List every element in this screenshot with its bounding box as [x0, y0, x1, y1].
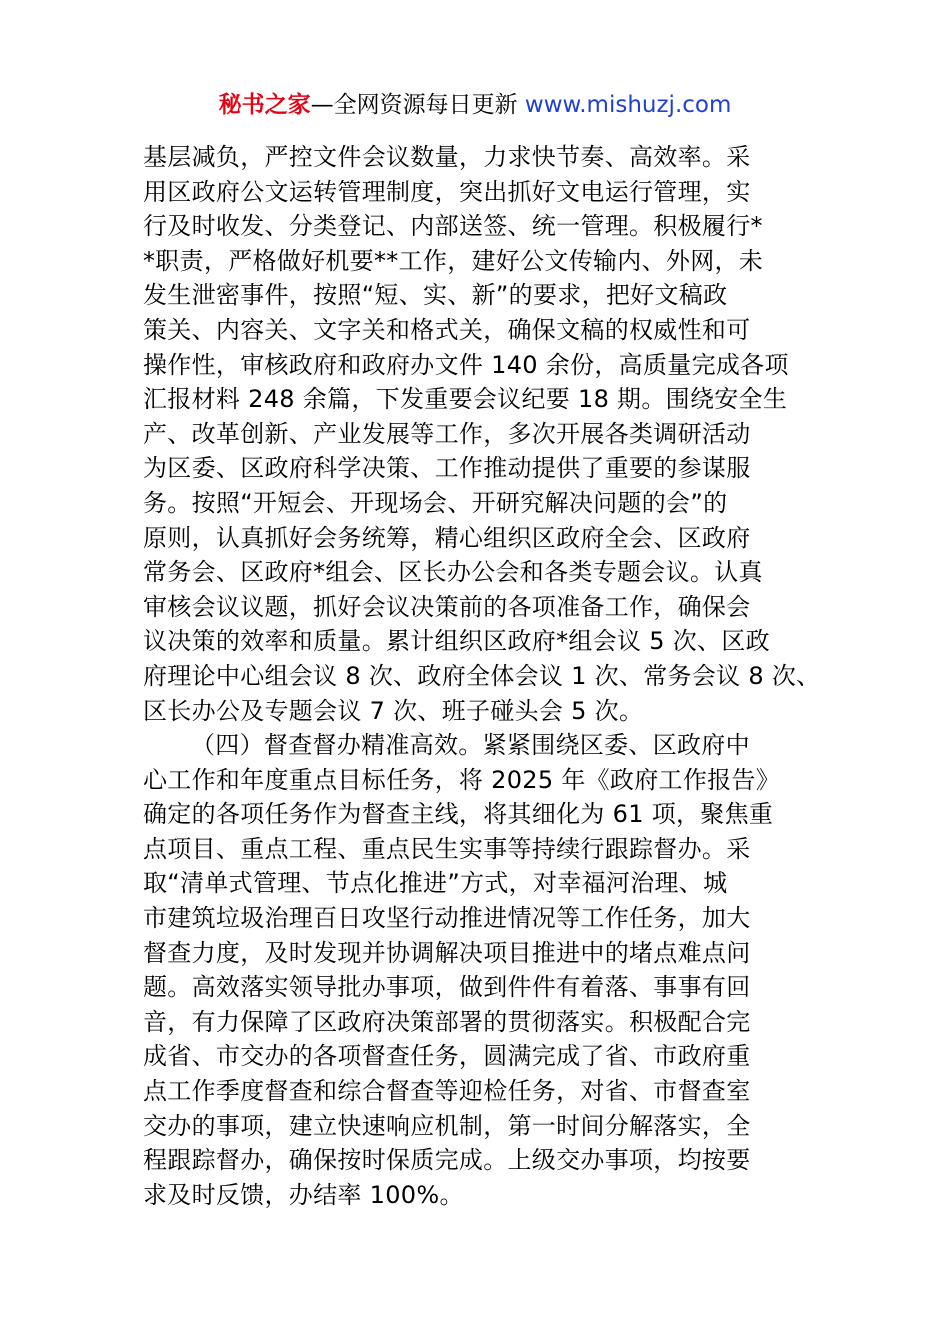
text-line: 程跟踪督办，确保按时保质完成。上级交办事项，均按要 — [143, 1146, 751, 1175]
text-line: 发生泄密事件，按照“短、实、新”的要求，把好文稿政 — [143, 281, 728, 310]
text-line: 点工作季度督查和综合督查等迎检任务，对省、市督查室 — [143, 1077, 751, 1106]
text-line: 常务会、区政府*组会、区长办公会和各类专题会议。认真 — [143, 558, 763, 587]
text-line: 原则，认真抓好会务统筹，精心组织区政府全会、区政府 — [143, 523, 751, 552]
document-body — [143, 140, 821, 1212]
text-line: 心工作和年度重点目标任务，将 2025 年《政府工作报告》 — [143, 765, 781, 794]
text-line: 策关、内容关、文字关和格式关，确保文稿的权威性和可 — [143, 315, 751, 344]
text-line: 基层减负，严控文件会议数量，力求快节奏、高效率。采 — [143, 143, 751, 171]
text-line: 取“清单式管理、节点化推进”方式，对幸福河治理、城 — [143, 869, 728, 898]
text-line: 用区政府公文运转管理制度，突出抓好文电运行管理，实 — [143, 177, 751, 206]
text-line: 产、改革创新、产业发展等工作，多次开展各类调研活动 — [143, 419, 751, 448]
text-line: 府理论中心组会议 8 次、政府全体会议 1 次、常务会议 8 次、 — [143, 661, 821, 690]
text-line: 为区委、区政府科学决策、工作推动提供了重要的参谋服 — [143, 454, 751, 483]
text-line: 市建筑垃圾治理百日攻坚行动推进情况等工作任务，加大 — [143, 904, 751, 933]
text-line: 务。按照“开短会、开现场会、开研究解决问题的会”的 — [143, 488, 728, 517]
text-line: 行及时收发、分类登记、内部送签、统一管理。积极履行* — [143, 212, 763, 241]
text-line: 汇报材料 248 余篇，下发重要会议纪要 18 期。围绕安全生 — [143, 385, 788, 414]
text-line: 音，有力保障了区政府决策部署的贯彻落实。积极配合完 — [143, 1007, 751, 1036]
section-heading-line: （四）督查督办精准高效。紧紧围绕区委、区政府中 — [191, 731, 750, 760]
text-line: 督查力度，及时发现并协调解决项目推进中的堵点难点问 — [143, 938, 751, 967]
text-line: 点项目、重点工程、重点民生实事等持续行跟踪督办。采 — [143, 834, 751, 863]
text-line: 题。高效落实领导批办事项，做到件件有着落、事事有回 — [143, 973, 751, 1002]
text-line: 区长办公及专题会议 7 次、班子碰头会 5 次。 — [143, 696, 644, 725]
text-line: 求及时反馈，办结率 100%。 — [143, 1180, 464, 1209]
text-line: 审核会议议题，抓好会议决策前的各项准备工作，确保会 — [143, 592, 751, 621]
text-line: 操作性，审核政府和政府办文件 140 余份，高质量完成各项 — [143, 350, 789, 379]
text-line: 交办的事项，建立快速响应机制，第一时间分解落实，全 — [143, 1111, 751, 1140]
site-brand: 秘书之家 — [218, 92, 311, 118]
text-line: 确定的各项任务作为督查主线，将其细化为 61 项，聚焦重 — [143, 800, 774, 829]
text-line: *职责，严格做好机要**工作，建好公文传输内、外网，未 — [143, 246, 764, 275]
site-header — [0, 88, 950, 122]
site-tagline: —全网资源每日更新 — [310, 92, 525, 118]
site-url-link[interactable]: www.mishuzj.com — [524, 92, 732, 118]
text-line: 成省、市交办的各项督查任务，圆满完成了省、市政府重 — [143, 1042, 751, 1071]
text-line: 议决策的效率和质量。累计组织区政府*组会议 5 次、区政 — [143, 627, 770, 656]
